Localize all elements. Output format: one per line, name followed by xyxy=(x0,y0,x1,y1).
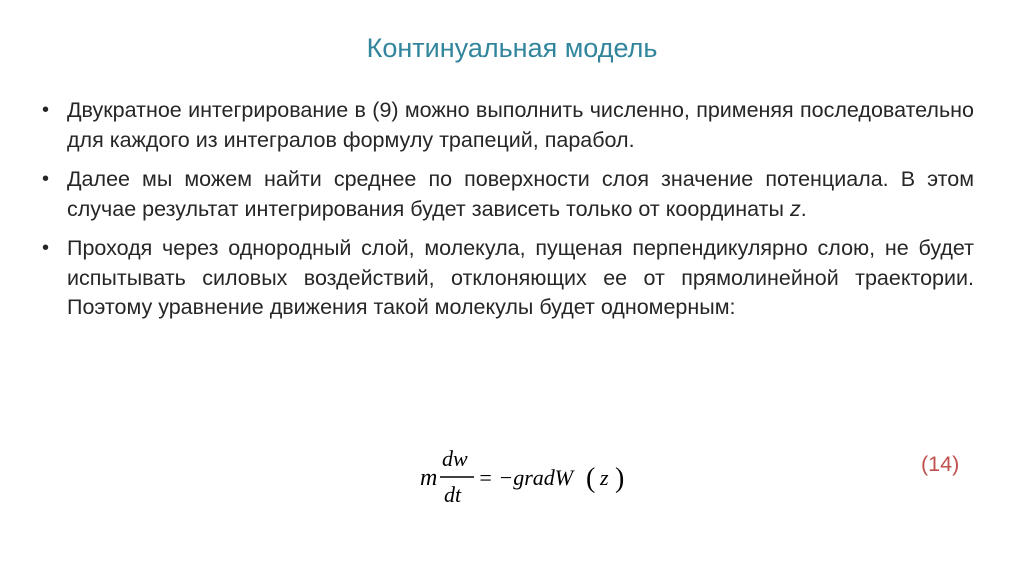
equation-formula xyxy=(418,444,648,510)
bullet-list xyxy=(40,96,974,333)
bullet-text: Двукратное интегрирование в (9) можно выполнить численно, применяя последовательно для каждого из интегралов формулу трапеций, парабол. xyxy=(67,98,974,152)
eq-arg: z xyxy=(600,465,609,490)
eq-left-paren: ( xyxy=(586,463,596,494)
eq-m: m xyxy=(420,465,438,491)
bullet-item xyxy=(40,96,974,155)
bullet-text: Проходя через однородный слой, молекула, пущеная перпендикулярно слою, не будет испытывать силовых воздействий, отклоняющих ее от прямолинейной траектории. Поэтому уравнение движения такой молекулы будет одномерным: xyxy=(67,236,974,319)
bullet-dot-icon: • xyxy=(42,237,50,259)
eq-numerator: dw xyxy=(442,446,468,471)
bullet-dot-icon: • xyxy=(42,168,50,190)
bullet-text-end: . xyxy=(800,196,807,221)
eq-rhs: = −gradW xyxy=(478,465,574,490)
bullet-text: Далее мы можем найти среднее по поверхности слоя значение потенциала. В этом случае результат интегрирования будет зависеть только от координаты xyxy=(67,167,974,221)
bullet-dot-icon: • xyxy=(42,99,50,121)
equation-number: (14) xyxy=(921,452,960,476)
eq-right-paren: ) xyxy=(615,463,625,494)
variable-z: z xyxy=(789,196,801,221)
slide-title: Континуальная модель xyxy=(366,33,658,63)
bullet-item xyxy=(40,234,974,323)
eq-denominator: dt xyxy=(444,482,462,507)
bullet-item xyxy=(40,165,974,224)
